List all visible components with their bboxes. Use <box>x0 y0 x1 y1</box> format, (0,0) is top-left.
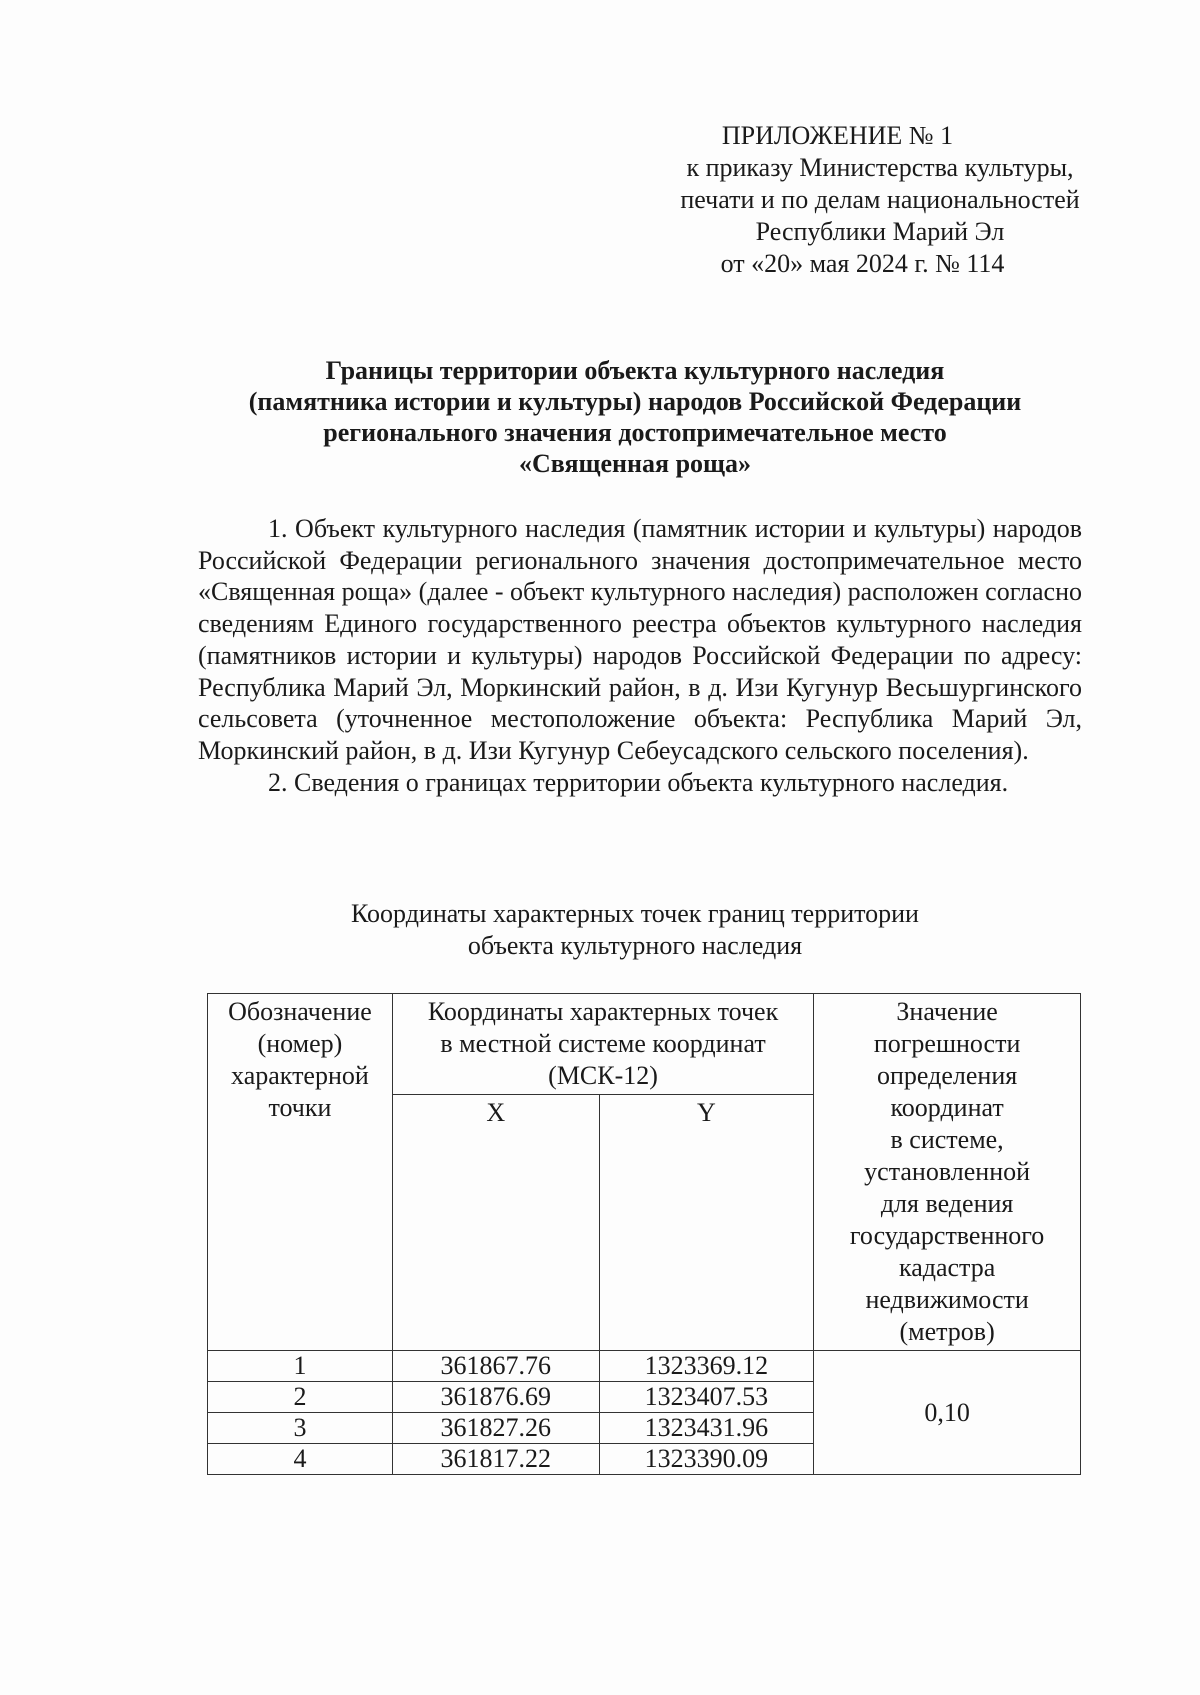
cell-point: 4 <box>208 1444 393 1475</box>
header-text: погрешности <box>873 1029 1021 1058</box>
title-line: Границы территории объекта культурного наследия <box>325 356 945 385</box>
appendix-header <box>640 120 1120 280</box>
coordinates-caption <box>240 898 1030 962</box>
title-line: регионального значения достопримечательное место <box>323 418 947 447</box>
header-text: (номер) <box>257 1029 343 1058</box>
appendix-order-line: к приказу Министерства культуры, <box>686 153 1074 182</box>
cell-y: 1323390.09 <box>599 1444 814 1475</box>
cell-point: 2 <box>208 1382 393 1413</box>
header-text: характерной <box>231 1061 369 1090</box>
header-text: точки <box>268 1093 332 1122</box>
header-text: (метров) <box>899 1317 995 1346</box>
cell-y: 1323407.53 <box>599 1382 814 1413</box>
document-title <box>200 355 1070 479</box>
paragraph-boundaries: 2. Сведения о границах территории объекта культурного наследия. <box>268 767 1009 797</box>
cell-point: 1 <box>208 1351 393 1382</box>
header-text: Значение <box>896 997 998 1026</box>
header-text: (МСК-12) <box>548 1061 658 1090</box>
header-text: для ведения <box>880 1189 1014 1218</box>
cell-x: 361817.22 <box>392 1444 599 1475</box>
paragraph-location: 1. Объект культурного наследия (памятник истории и культуры) народов Российской Федерации регионального значения достопримечательное место «Священная роща» (далее - объект культурного наследия) расположен согласно сведениям Единого государственного реестра объектов культурного наследия (памятников истории и культуры) народов Российской Федерации по адресу: Республика Марий Эл, Моркинский район, в д. Изи Кугунур Весьшургинского сельсовета (уточненное местоположение объекта: Республика Марий Эл, Моркинский район, в д. Изи Кугунур Себеусадского сельского поселения). <box>198 514 1083 765</box>
document-body <box>198 513 1082 798</box>
header-error-value <box>814 994 1081 1351</box>
cell-x: 361876.69 <box>392 1382 599 1413</box>
header-text: в системе, <box>890 1125 1004 1154</box>
header-text: государственного <box>849 1221 1045 1250</box>
title-line: «Священная роща» <box>519 449 751 478</box>
table-header-row <box>208 994 1081 1095</box>
header-text: определения <box>877 1061 1018 1090</box>
cell-error-value: 0,10 <box>814 1351 1081 1475</box>
header-text: в местной системе координат <box>440 1029 766 1058</box>
appendix-ministry-line: печати и по делам национальностей <box>680 185 1080 214</box>
header-text: кадастра <box>898 1253 996 1282</box>
header-text: недвижимости <box>865 1285 1029 1314</box>
appendix-number: ПРИЛОЖЕНИЕ № 1 <box>721 121 954 150</box>
header-coordinates <box>392 994 813 1095</box>
table-row <box>208 1351 1081 1382</box>
header-text: Координаты характерных точек <box>427 997 779 1026</box>
cell-x: 361867.76 <box>392 1351 599 1382</box>
caption-line: объекта культурного наследия <box>467 931 803 960</box>
header-point-designation <box>208 994 393 1351</box>
appendix-date-line: от «20» мая 2024 г. № 114 <box>720 249 1005 278</box>
coordinates-table <box>207 993 1081 1475</box>
caption-line: Координаты характерных точек границ территории <box>351 899 919 928</box>
cell-point: 3 <box>208 1413 393 1444</box>
cell-y: 1323431.96 <box>599 1413 814 1444</box>
cell-x: 361827.26 <box>392 1413 599 1444</box>
cell-y: 1323369.12 <box>599 1351 814 1382</box>
title-line: (памятника истории и культуры) народов Российской Федерации <box>248 387 1022 416</box>
header-x: X <box>392 1095 599 1351</box>
header-text: Обозначение <box>228 997 372 1026</box>
header-text: установленной <box>864 1157 1031 1186</box>
header-y: Y <box>599 1095 814 1351</box>
header-text: координат <box>890 1093 1004 1122</box>
appendix-republic-line: Республики Марий Эл <box>755 217 1005 246</box>
